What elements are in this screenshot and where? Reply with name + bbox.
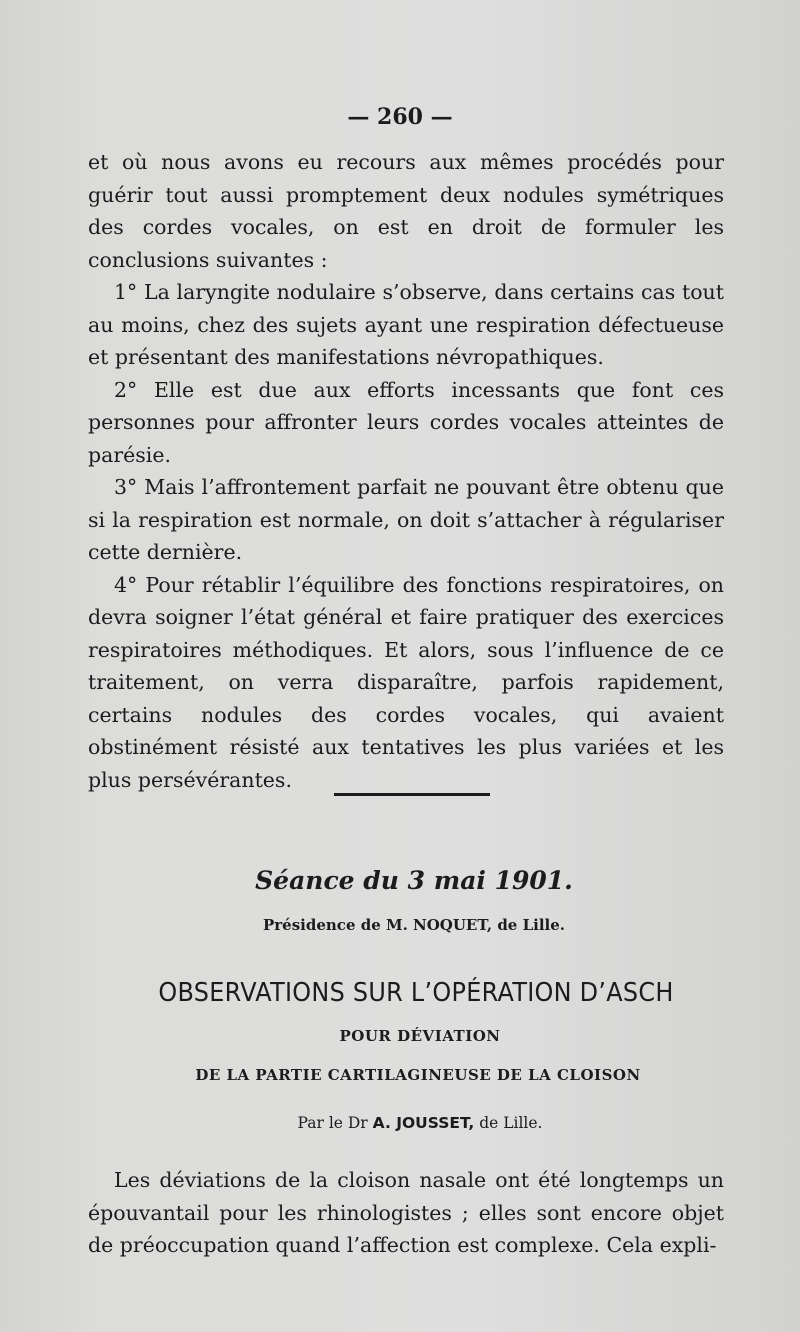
article-subtitle-1: POUR DÉVIATION: [339, 1027, 501, 1045]
conclusion-3: 3° Mais l’affrontement parfait ne pouvant être obtenu que si la respiration est normale, on doit s’attacher à régulariser cette dernière.: [88, 475, 724, 564]
article-author: [0, 1114, 800, 1132]
article-subtitle-2: DE LA PARTIE CARTILAGINEUSE DE LA CLOISON: [195, 1066, 641, 1084]
body-text: [88, 146, 724, 796]
page-number: — 260 —: [347, 104, 453, 130]
author-suffix: de Lille.: [479, 1114, 543, 1132]
author-prefix: Par le Dr: [297, 1114, 368, 1132]
article-first-paragraph: Les déviations de la cloison nasale ont été longtemps un épouvantail pour les rhinologistes ; elles sont encore objet de préoccupation quand l’affection est complexe. Cela expli-: [88, 1168, 724, 1257]
article-body: [88, 1164, 724, 1262]
opening-paragraph: et où nous avons eu recours aux mêmes procédés pour guérir tout aussi promptement deux nodules symétriques des cordes vocales, on est en droit de formuler les conclusions suivantes :: [88, 150, 724, 272]
conclusion-1: 1° La laryngite nodulaire s’observe, dans certains cas tout au moins, chez des sujets ayant une respiration défectueuse et présentant des manifestations névropathiques.: [88, 280, 724, 369]
conclusion-2: 2° Elle est due aux efforts incessants que font ces personnes pour affronter leurs cordes vocales atteintes de parésie.: [88, 377, 724, 467]
session-heading: Séance du 3 mai 1901.: [255, 866, 573, 895]
section-divider: [334, 793, 490, 796]
author-name: A. JOUSSET,: [372, 1114, 475, 1132]
article-title: OBSERVATIONS SUR L’OPÉRATION D’ASCH: [158, 978, 674, 1008]
conclusion-4: 4° Pour rétablir l’équilibre des fonctions respiratoires, on devra soigner l’état général et faire pratiquer des exercices respiratoires méthodiques. Et alors, sous l’influence de ce traitement, on verra disparaître, parfois rapidement, certains nodules des cordes vocales, qui avaient obstinément résisté aux tentatives les plus variées et les plus persévérantes.: [88, 572, 724, 792]
session-presidence: Présidence de M. NOQUET, de Lille.: [263, 916, 565, 934]
